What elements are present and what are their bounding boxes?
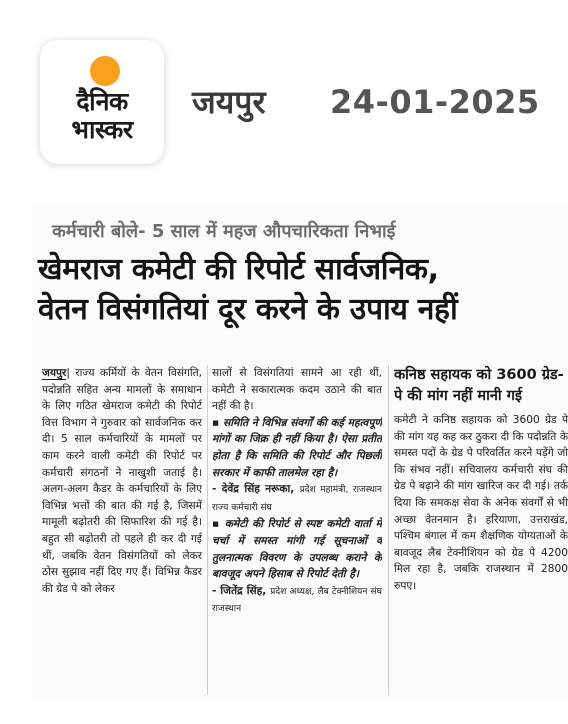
- column-2-text: सालों से विसंगतियां सामने आ रही थीं, कमेटी ने सकारात्मक कदम उठाने की बात नहीं की है।: [212, 367, 382, 413]
- column-divider: [388, 365, 389, 695]
- column-1: जयपुर| राज्य कर्मियों के वेतन विसंगति, पदोन्नति सहित अन्य मामलों के समाधान के लिए गठित खेमराज कमेटी की रिपोर्ट वित्त विभाग ने गुरुवार को सार्वजनिक कर दी। 5 साल कर्मचारियों के मामलों पर काम करने वाली कमेटी की रिपोर्ट पर कर्मचारी संगठनों ने नाखुशी जताई है। अलग-अलग कैडर के कर्मचारियों के लिए विभिन्न भत्तों की बात की गई है, जिसमें मामूली बढ़ोतरी की सिफारिश की गई है। बहुत सी बढ़ोतरी तो पहले ही कर दी गई थीं, जबकि वेतन विसंगतियों को लेकर ठोस सुझाव नहीं दिए गए हैं। विभिन्न कैडर की ग्रेड पे को लेकर: [42, 367, 202, 595]
- byline-1: - देवेंद्र सिंह नरूका, प्रदेश महामंत्री, राजस्थान राज्य कर्मचारी संघ: [212, 483, 382, 513]
- logo-text-line2: भास्कर: [71, 115, 133, 144]
- newspaper-logo: [40, 40, 164, 164]
- sun-icon: [90, 56, 120, 86]
- column-divider: [207, 365, 208, 695]
- headline-line-2: वेतन विसंगतियां दूर करने के उपाय नहीं: [38, 292, 458, 327]
- column-1-text: राज्य कर्मियों के वेतन विसंगति, पदोन्नति सहित अन्य मामलों के समाधान के लिए गठित खेमराज कमेटी की रिपोर्ट वित्त विभाग ने गुरुवार को सार्वजनिक कर दी। 5 साल कर्मचारियों के मामलों पर काम करने वाली कमेटी की रिपोर्ट पर कर्मचारी संगठनों ने नाखुशी जताई है। अलग-अलग कैडर के कर्मचारियों के लिए विभिन्न भत्तों की बात की गई है, जिसमें मामूली बढ़ोतरी की सिफारिश की गई है। बहुत सी बढ़ोतरी तो पहले ही कर दी गई थीं, जबकि वेतन विसंगतियों को लेकर ठोस सुझाव नहीं दिए गए हैं। विभिन्न कैडर की ग्रेड पे को लेकर: [42, 367, 202, 595]
- headline-line-1: खेमराज कमेटी की रिपोर्ट सार्वजनिक,: [38, 252, 439, 287]
- byline-2: - जितेंद्र सिंह, प्रदेश अध्यक्ष, लैब टेक्नीशियन संघ राजस्थान: [212, 584, 382, 615]
- column-3-text: कमेटी ने कनिष्ठ सहायक को 3600 ग्रेड पे की मांग यह कह कर ठुकरा दी कि पदोन्नति के समस्त पदों के ग्रेड पे परिवर्तित करने पड़ेंगे जो कि संभव नहीं। सचिवालय कर्मचारी संघ की ग्रेड पे बढ़ाने की मांग खारिज कर दी गई। तर्क दिया कि समकक्ष सेवा के अनेक संवर्गों से भी अच्छा वेतनमान है। हरियाणा, उत्तराखंड, पश्चिम बंगाल में कम शैक्षणिक योग्यताओं के बावजूद लैब टेक्नीशियन को ग्रेड पे 4200 मिल रहा है, जबकि राजस्थान में 2800 रुपए।: [394, 414, 568, 592]
- column-3: [394, 365, 568, 695]
- quote-1: ▪ समिति ने विभिन्न संवर्गों की कई महत्वपूर्ण मांगों का जिक्र ही नहीं किया है। ऐसा प्रतीत होता है कि समिति की रिपोर्ट और पिछली सरकार में काफी तालमेल रहा है।: [212, 416, 382, 479]
- article-body: [42, 365, 568, 695]
- side-heading: कनिष्ठ सहायक को 3600 ग्रेड-पे की मांग नहीं मानी गई: [394, 367, 564, 404]
- kicker-line: कर्मचारी बोले- 5 साल में महज औपचारिकता निभाई: [52, 221, 396, 242]
- column-2: [212, 365, 382, 695]
- dateline: जयपुर: [42, 367, 67, 379]
- edition-date: 24-01-2025: [330, 83, 540, 121]
- edition-city: जयपुर: [192, 83, 266, 121]
- news-clipping: [32, 205, 568, 699]
- headline: [38, 250, 568, 330]
- logo-text-line1: दैनिक: [76, 87, 128, 116]
- quote-2: ▪ कमेटी की रिपोर्ट से स्पष्ट कमेटी वार्ता में चर्चा में समस्त मांगी गई सूचनाओं व तुलनात्मक विवरण के उपलब्ध कराने के बावजूद अपने हिसाब से रिपोर्ट देती है।: [212, 518, 382, 581]
